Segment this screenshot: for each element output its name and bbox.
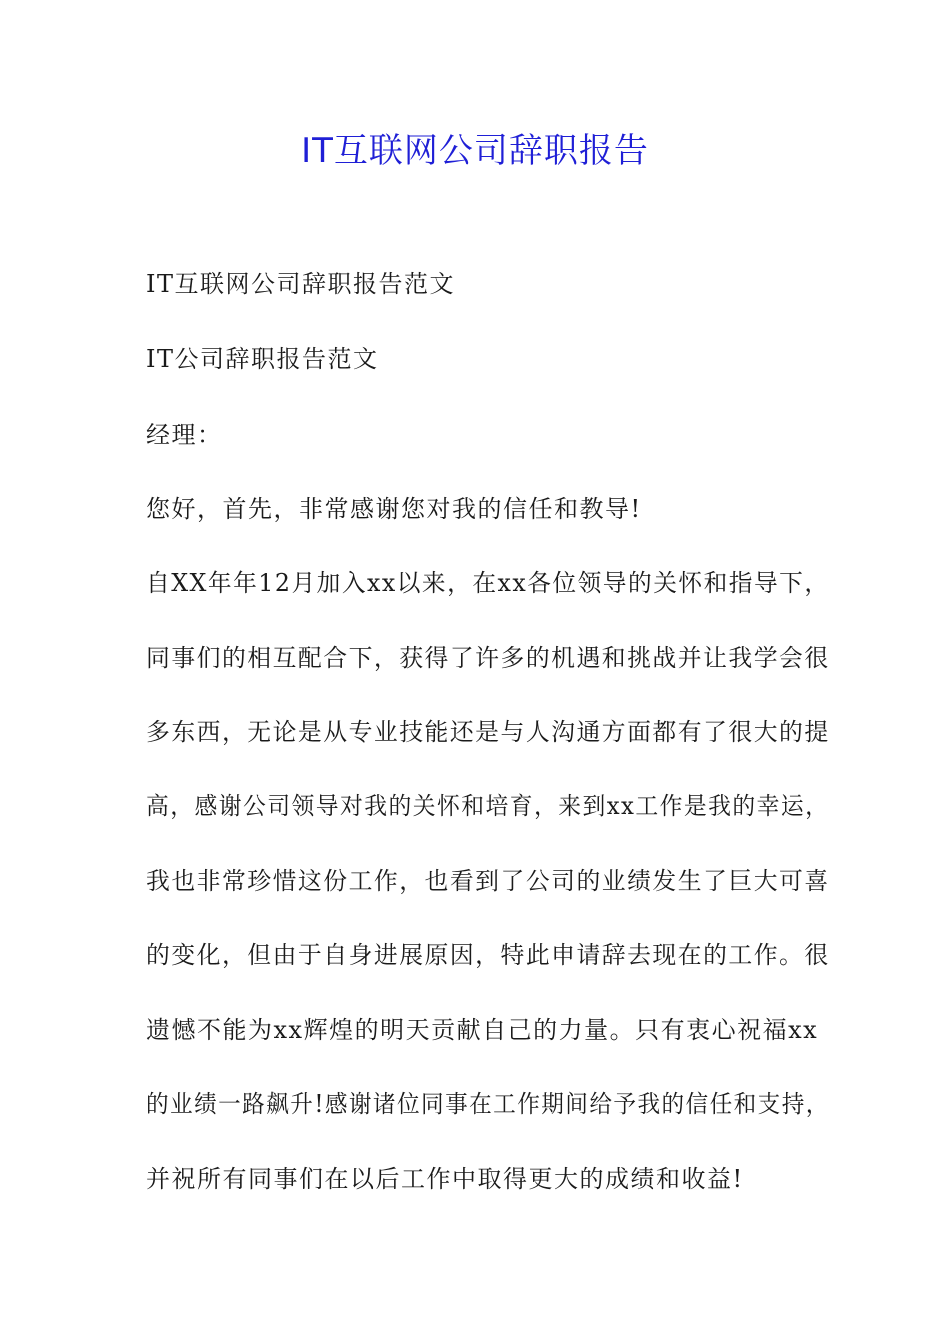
document-title: IT互联网公司辞职报告 [301, 131, 649, 171]
body-line: 我也非常珍惜这份工作，也看到了公司的业绩发生了巨大可喜 [146, 867, 830, 895]
body-line: 自XX年年12月加入xx以来，在xx各位领导的关怀和指导下， [146, 569, 830, 597]
body-line: 高，感谢公司领导对我的关怀和培育，来到xx工作是我的幸运， [146, 792, 830, 820]
body-line: 您好，首先，非常感谢您对我的信任和教导! [146, 495, 642, 523]
body-line: 遗憾不能为xx辉煌的明天贡献自己的力量。只有衷心祝福xx [146, 1016, 819, 1044]
body-line: 的业绩一路飙升!感谢诸位同事在工作期间给予我的信任和支持， [146, 1090, 830, 1118]
subtitle-line: IT公司辞职报告范文 [146, 345, 379, 373]
body-line: 并祝所有同事们在以后工作中取得更大的成绩和收益! [146, 1165, 744, 1193]
body-line: 的变化，但由于自身进展原因，特此申请辞去现在的工作。很 [146, 941, 830, 969]
body-line: 同事们的相互配合下，获得了许多的机遇和挑战并让我学会很 [146, 644, 830, 672]
subtitle-line: IT互联网公司辞职报告范文 [146, 270, 455, 298]
salutation: 经理： [146, 421, 223, 449]
body-line: 多东西，无论是从专业技能还是与人沟通方面都有了很大的提 [146, 718, 830, 746]
